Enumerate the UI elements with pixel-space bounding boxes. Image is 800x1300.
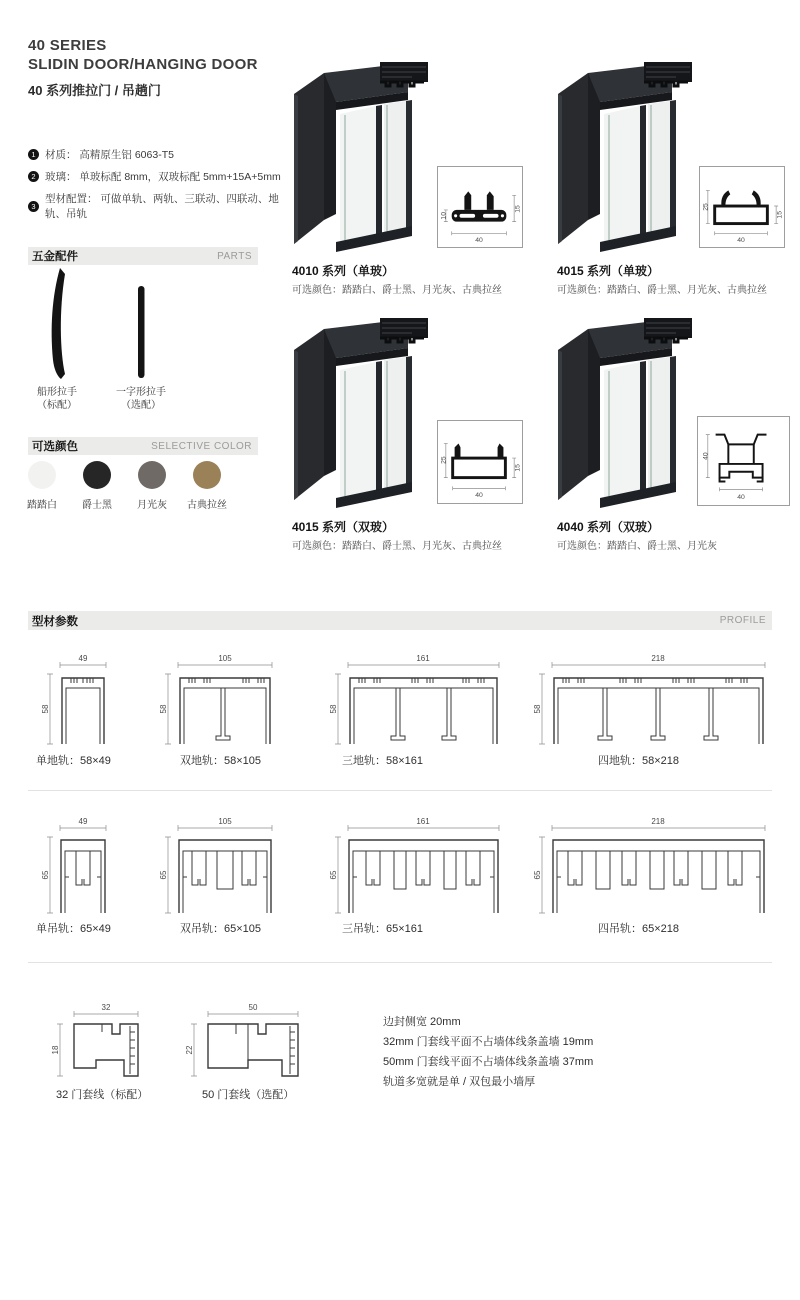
dim-width: 161 (416, 817, 430, 826)
ground-track-2-drawing (158, 652, 278, 752)
product-render-4010 (288, 60, 433, 252)
hanging-track-2-drawing (158, 815, 278, 921)
spec-list (28, 147, 288, 228)
dim-width: 105 (218, 817, 232, 826)
product-colors-4040: 可选颜色：踏踏白、爵士黑、月光灰 (557, 541, 717, 552)
color-swatch (28, 461, 56, 489)
dim-right: 15 (514, 205, 522, 213)
dim-height: 65 (329, 870, 338, 880)
color-name: 古典拉丝 (187, 500, 227, 511)
color-option-gray (122, 461, 182, 511)
color-swatch (193, 461, 221, 489)
spec-number-badge: 2 (28, 171, 39, 182)
dim-height: 58 (533, 704, 542, 714)
parts-section-header (28, 247, 258, 265)
boat-handle-image (44, 266, 70, 381)
spec-text: 玻璃： 单玻标配 8mm，双玻标配 5mm+15A+5mm (45, 171, 281, 183)
colors-title-cn: 可选颜色 (32, 441, 78, 453)
hanging-track-1-drawing (40, 815, 114, 921)
dim-height: 58 (159, 704, 168, 714)
title-en-line1: 40 SERIES (28, 37, 107, 54)
cross-section-4015d (437, 420, 523, 504)
cross-section-4010 (437, 166, 523, 248)
color-option-white (12, 461, 72, 511)
dim-width: 161 (416, 654, 430, 663)
product-render-4015s (552, 60, 697, 252)
title-en-line2: SLIDIN DOOR/HANGING DOOR (28, 56, 258, 73)
dim-width: 49 (78, 817, 88, 826)
profile-section-header (28, 611, 772, 630)
handle-name: 一字形拉手 (116, 387, 166, 398)
product-colors-4015s: 可选颜色：踏踏白、爵士黑、月光灰、古典拉丝 (557, 285, 767, 296)
spec-text: 材质： 高精原生铝 6063-T5 (45, 149, 174, 161)
ground-track-3-label: 三地轨：58×161 (342, 755, 424, 767)
spec-row-config (28, 191, 288, 221)
frame-32-drawing (44, 1002, 144, 1090)
dim-width: 218 (651, 817, 665, 826)
dim-bottom: 40 (737, 494, 745, 502)
hanging-track-1-label: 单吊轨：65×49 (36, 923, 111, 935)
frame-50-label: 50 门套线（选配） (202, 1089, 295, 1101)
product-name-4015d: 4015 系列（双玻） (292, 520, 395, 534)
ground-track-3-drawing (328, 652, 505, 752)
dim-right: 15 (514, 464, 522, 472)
spec-text: 型材配置： 可做单轨、两轨、三联动、四联动、地轨、吊轨 (45, 193, 279, 220)
spec-number-badge: 3 (28, 201, 39, 212)
color-option-bronze (177, 461, 237, 511)
dim-bottom: 40 (737, 237, 745, 245)
spec-row-glass (28, 169, 288, 184)
colors-title-en: SELECTIVE COLOR (151, 440, 252, 452)
dim-left: 40 (702, 452, 710, 460)
profile-title-cn: 型材参数 (32, 615, 78, 628)
ground-track-4-drawing (532, 652, 771, 752)
title-cn: 40 系列推拉门 / 吊趟门 (28, 83, 161, 98)
color-name: 踏踏白 (27, 500, 57, 511)
dim-height: 18 (51, 1045, 60, 1055)
divider (28, 790, 772, 791)
ground-track-1-label: 单地轨：58×49 (36, 755, 111, 767)
spec-number-badge: 1 (28, 149, 39, 160)
dim-left: 25 (440, 456, 448, 464)
dim-left: 10 (440, 211, 448, 220)
dim-height: 65 (41, 870, 50, 880)
dim-height: 58 (41, 704, 50, 714)
handle-note: （选配） (121, 400, 161, 411)
hanging-track-2-label: 双吊轨：65×105 (180, 923, 262, 935)
dim-width: 49 (78, 654, 88, 663)
hanging-track-3-drawing (328, 815, 505, 921)
hanging-track-4-label: 四吊轨：65×218 (598, 923, 680, 935)
dim-bottom: 40 (475, 237, 483, 245)
ground-track-4-label: 四地轨：58×218 (598, 755, 680, 767)
product-colors-4010: 可选颜色：踏踏白、爵士黑、月光灰、古典拉丝 (292, 285, 502, 296)
divider (28, 962, 772, 963)
product-name-4015s: 4015 系列（单玻） (557, 264, 660, 278)
handle-note: （标配） (37, 400, 77, 411)
product-render-4015d (288, 316, 433, 508)
page-title (28, 36, 258, 99)
dim-width: 218 (651, 654, 665, 663)
dim-height: 58 (329, 704, 338, 714)
note-line: 50mm 门套线平面不占墙体线条盖墙 37mm (383, 1056, 594, 1068)
dim-height: 22 (185, 1045, 194, 1055)
profile-title-en: PROFILE (719, 615, 766, 626)
dim-width: 105 (218, 654, 232, 663)
dim-height: 65 (159, 870, 168, 880)
parts-title-cn: 五金配件 (32, 251, 78, 263)
bar-handle-label (110, 386, 172, 412)
frame-32-label: 32 门套线（标配） (56, 1089, 149, 1101)
note-line: 轨道多宽就是单 / 双包最小墙厚 (383, 1076, 536, 1088)
parts-title-en: PARTS (217, 250, 252, 262)
color-name: 月光灰 (137, 500, 167, 511)
hanging-track-3-label: 三吊轨：65×161 (342, 923, 424, 935)
ground-track-2-label: 双地轨：58×105 (180, 755, 262, 767)
note-line: 32mm 门套线平面不占墙体线条盖墙 19mm (383, 1036, 594, 1048)
color-swatch (83, 461, 111, 489)
dim-height: 65 (533, 870, 542, 880)
boat-handle-label (28, 386, 86, 412)
note-line: 边封侧宽 20mm (383, 1016, 461, 1028)
dim-width: 50 (248, 1003, 258, 1012)
cross-section-4015s (699, 166, 785, 248)
dim-bottom: 40 (475, 492, 483, 500)
frame-notes (383, 1012, 773, 1092)
dim-left: 25 (702, 203, 710, 211)
dim-width: 32 (101, 1003, 111, 1012)
spec-row-material (28, 147, 288, 162)
product-colors-4015d: 可选颜色：踏踏白、爵士黑、月光灰、古典拉丝 (292, 541, 502, 552)
color-swatch (138, 461, 166, 489)
bar-handle-image (128, 284, 154, 382)
color-option-black (67, 461, 127, 511)
cross-section-4040 (697, 416, 790, 506)
colors-section-header (28, 437, 258, 455)
product-name-4040: 4040 系列（双玻） (557, 520, 660, 534)
ground-track-1-drawing (40, 652, 114, 752)
hanging-track-4-drawing (532, 815, 771, 921)
product-name-4010: 4010 系列（单玻） (292, 264, 395, 278)
frame-50-drawing (178, 1002, 306, 1090)
dim-right: 15 (776, 211, 784, 219)
product-render-4040 (552, 316, 697, 508)
handle-name: 船形拉手 (37, 387, 77, 398)
color-name: 爵士黑 (82, 500, 112, 511)
